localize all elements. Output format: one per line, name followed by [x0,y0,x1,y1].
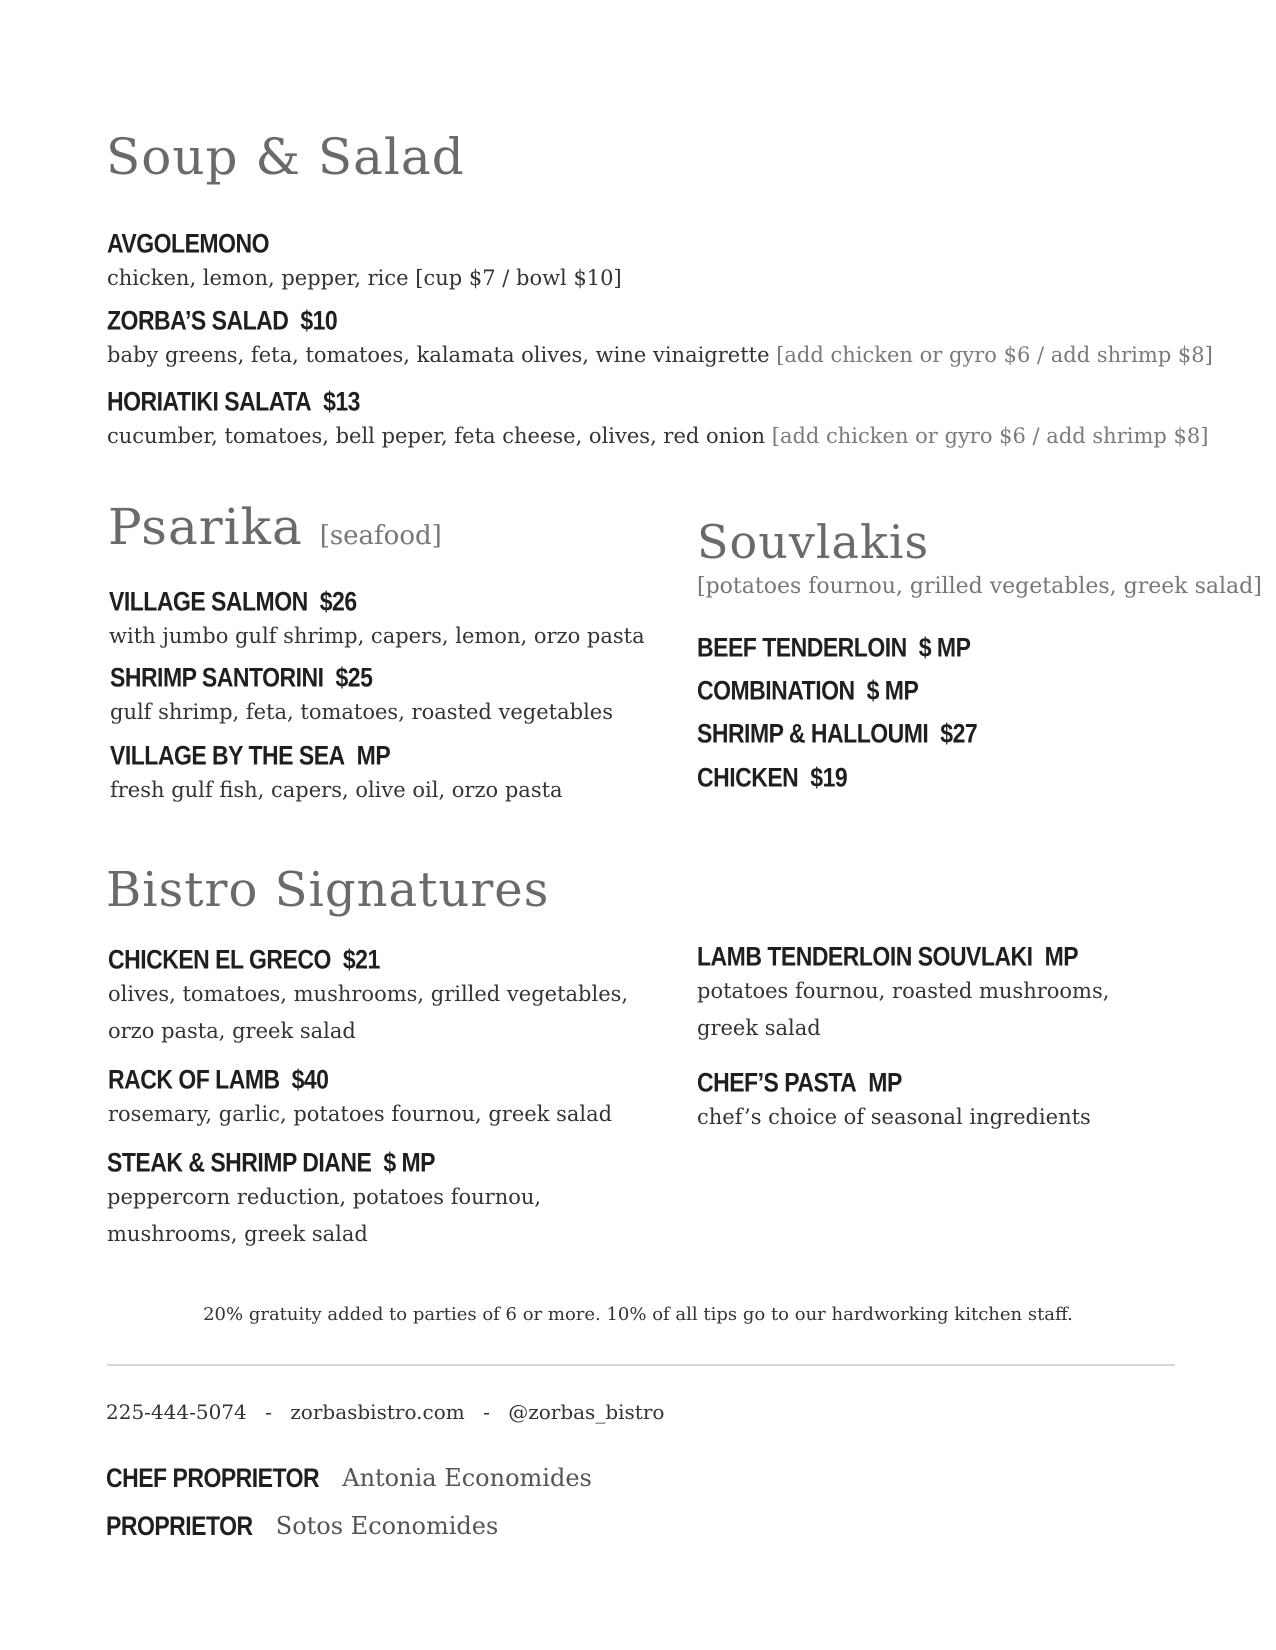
item-description: gulf shrimp, feta, tomatoes, roasted vegetables [110,700,614,724]
website-link[interactable]: zorbasbistro.com [290,1400,465,1424]
item-name: AVGOLEMONO [107,228,269,259]
item-name: CHICKEN $19 [697,762,848,793]
item-price: MP [356,740,391,771]
footer-divider [107,1364,1175,1366]
item-price: $40 [291,1064,329,1095]
item-price: $ MP [383,1147,436,1178]
item-price: $26 [319,586,357,617]
item-price: $10 [300,305,338,336]
item-name: HORIATIKI SALATA $13 [107,386,360,417]
section-title-soup-salad: Soup & Salad [106,128,465,186]
staff-role: PROPRIETOR [106,1510,253,1541]
menu-item-village-salmon [109,584,645,655]
item-price: $13 [323,386,360,417]
item-description: rosemary, garlic, potatoes fournou, greek salad [108,1102,613,1126]
menu-item-shrimp-santorini [110,660,613,731]
menu-item-rack-of-lamb [108,1062,612,1133]
item-description: chef’s choice of seasonal ingredients [697,1105,1091,1129]
item-name: CHEF’S PASTA MP [697,1067,902,1098]
contact-line [106,1400,664,1424]
menu-item-horiatiki-salata [107,384,1208,455]
separator: - [483,1400,490,1424]
menu-item-combination [697,673,919,706]
item-name: COMBINATION $ MP [697,675,919,706]
item-name: BEEF TENDERLOIN $ MP [697,632,971,663]
item-name: RACK OF LAMB $40 [108,1064,329,1095]
item-add-on: [add chicken or gyro $6 / add shrimp $8] [771,424,1209,448]
staff-chef-proprietor [106,1464,592,1492]
social-handle[interactable]: @zorbas_bistro [508,1400,665,1424]
item-price: $27 [940,718,978,749]
staff-name: Antonia Economides [342,1464,592,1492]
menu-item-steak-shrimp-diane [107,1145,541,1253]
menu-item-chefs-pasta [697,1065,1091,1136]
item-name: VILLAGE BY THE SEA MP [110,740,391,771]
section-note: [seafood] [319,521,442,551]
item-name: ZORBA’S SALAD $10 [107,305,338,336]
item-add-on: [add chicken or gyro $6 / add shrimp $8] [776,343,1213,367]
menu-item-chicken [697,760,848,793]
staff-proprietor [106,1512,498,1540]
item-description: cucumber, tomatoes, bell peper, feta cheese, olives, red onion [add chicken or gyro $6 / add shrimp $8] [107,424,1209,448]
item-price: $ MP [918,632,971,663]
section-subtitle: [potatoes fournou, grilled vegetables, greek salad] [697,574,1262,599]
item-price: $21 [342,944,380,975]
menu-item-lamb-tenderloin-souvlaki [697,939,1109,1047]
gratuity-note: 20% gratuity added to parties of 6 or more. 10% of all tips go to our hardworking kitchen staff. [203,1304,1073,1325]
item-description: olives, tomatoes, mushrooms, grilled vegetables, orzo pasta, greek salad [108,982,629,1043]
staff-name: Sotos Economides [275,1512,499,1540]
item-description: fresh gulf fish, capers, olive oil, orzo pasta [110,778,563,802]
item-name: SHRIMP SANTORINI $25 [110,662,373,693]
item-price: $25 [335,662,373,693]
item-name: STEAK & SHRIMP DIANE $ MP [107,1147,436,1178]
item-description: with jumbo gulf shrimp, capers, lemon, orzo pasta [109,624,645,648]
staff-role: CHEF PROPRIETOR [106,1462,320,1493]
menu-item-village-by-the-sea [110,738,563,809]
phone-number[interactable]: 225-444-5074 [106,1400,247,1424]
item-price: MP [1044,941,1079,972]
item-name: LAMB TENDERLOIN SOUVLAKI MP [697,941,1079,972]
item-price: $ MP [866,675,919,706]
item-description: potatoes fournou, roasted mushrooms, greek salad [697,979,1110,1040]
separator: - [265,1400,272,1424]
section-title-bistro-signatures: Bistro Signatures [106,862,550,918]
menu-item-beef-tenderloin [697,630,971,663]
menu-item-zorbas-salad [107,303,1213,374]
item-name: VILLAGE SALMON $26 [109,586,357,617]
item-price: $19 [810,762,848,793]
section-title-souvlakis: Souvlakis [697,515,930,569]
item-description: peppercorn reduction, potatoes fournou, mushrooms, greek salad [107,1185,542,1246]
item-price: MP [868,1067,902,1098]
item-description: baby greens, feta, tomatoes, kalamata olives, wine vinaigrette [add chicken or gyro $6 / add shrimp $8] [107,343,1213,367]
item-name: CHICKEN EL GRECO $21 [108,944,380,975]
section-title-psarika: Psarika [seafood] [108,498,442,556]
menu-item-shrimp-halloumi [697,716,978,749]
item-description: chicken, lemon, pepper, rice [cup $7 / bowl $10] [107,266,622,290]
item-name: SHRIMP & HALLOUMI $27 [697,718,978,749]
menu-item-chicken-el-greco [108,942,628,1050]
menu-item-avgolemono [107,226,622,297]
